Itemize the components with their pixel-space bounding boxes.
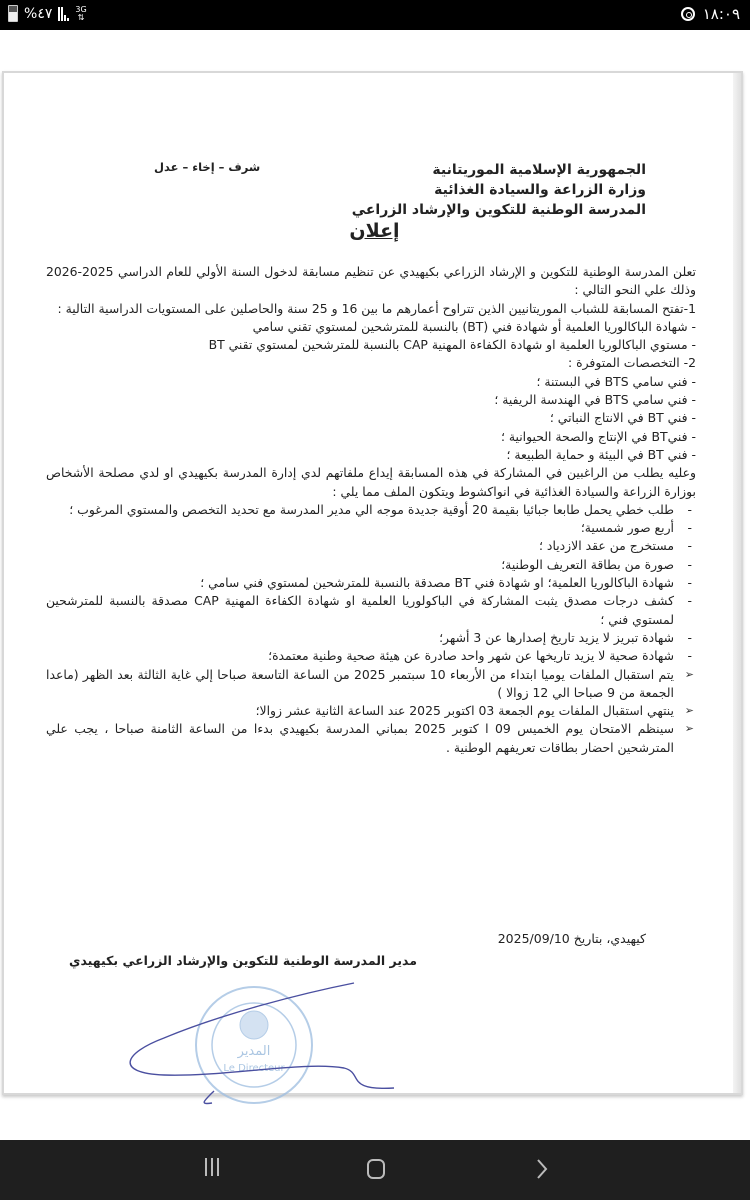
home-button[interactable] [356, 1154, 396, 1184]
data-arrows-icon: ⇅ [77, 12, 85, 22]
whatsapp-icon [681, 7, 695, 21]
national-motto: شرف – إخاء – عدل [154, 160, 261, 174]
recents-button[interactable] [192, 1154, 232, 1184]
back-button[interactable] [522, 1154, 562, 1184]
section-1-text: 1-تفتح المسابقة للشباب الموريتانيين الذين تتراوح أعمارهم ما بين 16 و 25 سنة والحاصلين على المستويات الدراسية التالية : [57, 300, 696, 316]
network-3g-icon [75, 6, 86, 22]
stamp-title-fr: Le Directeur [223, 1063, 285, 1074]
document-page[interactable] [2, 71, 743, 1095]
status-right [681, 5, 740, 23]
document-item: - طلب خطي يحمل طابعا جبائيا بقيمة 20 أوقية جديدة موجه الي مدير المدرسة مع تحديد التخصص والمستوي المرغوب ؛ [46, 501, 674, 519]
specialty-item: - فني سامي BTS في الهندسة الريفية ؛ [494, 392, 696, 408]
image-viewer[interactable] [0, 30, 750, 1140]
document-item: - كشف درجات مصدق يثبت المشاركة في الباكولوريا العلمية او شهادة الكفاءة المهنية CAP مصدقة بالنسبة للمترشحين لمستوي فني ؛ [46, 592, 674, 629]
document-title: إعلان [349, 220, 400, 242]
network-type: 3G [75, 4, 87, 14]
stamp-and-signature [104, 973, 404, 1143]
letterhead [352, 160, 646, 220]
signal-icon [58, 7, 69, 21]
letterhead-ministry: وزارة الزراعة والسيادة الغذائية [434, 182, 646, 198]
section-2-heading: 2- التخصصات المتوفرة : [567, 355, 696, 371]
level-item: - مستوي الباكالوريا العلمية او شهادة الكفاءة المهنية CAP بالنسبة للمترشحين لمستوي تقني BT [208, 337, 696, 353]
status-left [8, 5, 87, 22]
schedule-item: ➢ يتم استقبال الملفات يوميا ابتداء من الأربعاء 10 سبتمبر 2025 من الساعة التاسعة صباحا إلي غاية الثالثة بعد الظهر (ماعدا الجمعة من 9 صباحا الي 12 زوالا ) [46, 666, 674, 703]
document-item: - مستخرج من عقد الازدياد ؛ [46, 537, 674, 555]
battery-level: %٤٧ [24, 5, 53, 22]
required-documents-list [46, 501, 696, 666]
specialty-item: - فني سامي BTS في البستنة ؛ [536, 373, 696, 389]
letterhead-school: المدرسة الوطنية للتكوين والإرشاد الزراعي [351, 202, 646, 218]
schedule-item: ➢ ينتهي استقبال الملفات يوم الجمعة 03 اكتوبر 2025 عند الساعة الثانية عشر زوالا؛ [46, 702, 674, 720]
document-item: - شهادة صحية لا يزيد تاريخها عن شهر واحد صادرة عن هيئة صحية وطنية معتمدة؛ [46, 647, 674, 665]
document-item: - شهادة الباكالوريا العلمية؛ او شهادة فني BT مصدقة بالنسبة للمترشحين لمستوي فني سامي ؛ [46, 574, 674, 592]
stamp-title-ar: المدير [237, 1044, 271, 1059]
intro-paragraph: تعلن المدرسة الوطنية للتكوين و الإرشاد الزراعي بكيهيدي عن تنظيم مسابقة لدخول السنة الأولي للعام الدراسي 2025-2026 وذلك علي النحو التالي : [46, 264, 696, 298]
document-item: - صورة من بطاقة التعريف الوطنية؛ [46, 556, 674, 574]
level-item: - شهادة الباكالوريا العلمية أو شهادة فني (BT) بالنسبة للمترشحين لمستوي تقني سامي [252, 318, 696, 334]
application-paragraph: وعليه يطلب من الراغبين في المشاركة في هذه المسابقة إيداع ملفاتهم لدي إدارة المدرسة بكيهيدي او لدي مصلحة الأشخاص بوزارة الزراعة والسيادة الغذائية في انواكشوط ويتكون الملف مما يلي : [46, 465, 696, 499]
signer-title: مدير المدرسة الوطنية للتكوين والإرشاد الزراعي بكيهيدي [69, 953, 417, 968]
recents-icon [203, 1158, 221, 1180]
specialty-item: - فنيBT في الإنتاج والصحة الحيوانية ؛ [500, 428, 696, 444]
schedule-list [46, 666, 696, 757]
specialty-item: - فني BT في البيئة و حماية الطبيعة ؛ [506, 446, 696, 462]
document-item: - شهادة تبريز لا يزيد تاريخ إصدارها عن 3 أشهر؛ [46, 629, 674, 647]
navigation-bar [0, 1140, 750, 1200]
document-item: - أربع صور شمسية؛ [46, 519, 674, 537]
official-stamp [196, 987, 312, 1103]
document-body [46, 263, 696, 757]
date-line: كيهيدي، بتاريخ 2025/09/10 [497, 931, 646, 946]
back-icon [534, 1158, 550, 1180]
home-icon [367, 1159, 385, 1179]
emblem-icon [240, 1011, 268, 1039]
letterhead-country: الجمهورية الإسلامية الموريتانية [432, 162, 646, 178]
specialty-item: - فني BT في الانتاج النباتي ؛ [549, 410, 696, 426]
schedule-item: ➢ سينظم الامتحان يوم الخميس 09 ا كتوبر 2025 بمباني المدرسة بكيهيدي بدءا من الساعة الثامنة صباحا ، يجب علي المترشحين احضار بطاقات تعريفهم الوطنية . [46, 720, 674, 757]
status-bar [0, 0, 750, 30]
clock: ١٨:٠٩ [702, 5, 740, 23]
battery-icon [8, 5, 18, 22]
